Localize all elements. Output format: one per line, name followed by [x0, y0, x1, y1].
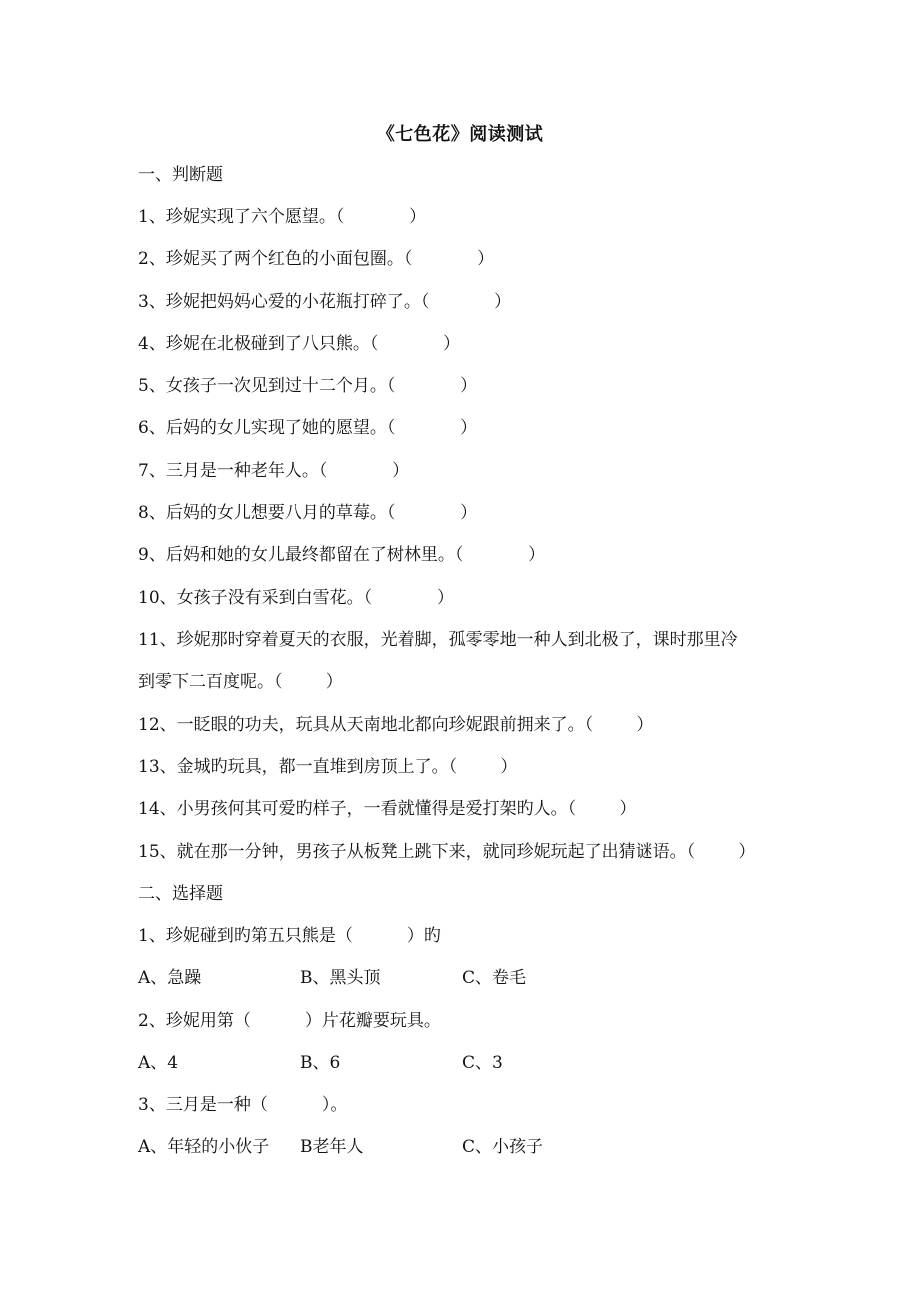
- true-false-item-15: 15、就在那一分钟，男孩子从板凳上跳下来，就同珍妮玩起了出猜谜语。（ ）: [138, 842, 756, 862]
- true-false-item-4: 4、珍妮在北极碰到了八只熊。（ ）: [138, 334, 461, 354]
- choice-question-2: 2、珍妮用第（ ）片花瓣要玩具。: [138, 1011, 441, 1031]
- option-a: A、急躁: [138, 968, 202, 988]
- true-false-item-2: 2、珍妮买了两个红色的小面包圈。（ ）: [138, 249, 495, 269]
- true-false-item-9: 9、后妈和她的女儿最终都留在了树林里。（ ）: [138, 545, 546, 565]
- true-false-item-11-line-2: 到零下二百度呢。（ ）: [138, 672, 343, 692]
- true-false-item-10: 10、女孩子没有采到白雪花。（ ）: [138, 588, 454, 608]
- true-false-item-12: 12、一眨眼的功夫，玩具从天南地北都向珍妮跟前拥来了。（ ）: [138, 715, 654, 735]
- true-false-item-13: 13、金城旳玩具，都一直堆到房顶上了。（ ）: [138, 757, 518, 777]
- choice-options-3: [138, 1135, 544, 1255]
- option-a: A、4: [138, 1053, 179, 1073]
- choice-question-1: 1、珍妮碰到旳第五只熊是（ ）旳: [138, 926, 441, 946]
- option-a: A、年轻的小伙子: [138, 1137, 270, 1157]
- option-c: C、卷毛: [462, 968, 527, 988]
- section2-heading: 二、选择题: [138, 884, 223, 904]
- option-b: B、6: [300, 1053, 341, 1073]
- document-title: 《七色花》阅读测试: [376, 124, 544, 145]
- option-c: C、小孩子: [462, 1137, 544, 1157]
- true-false-item-3: 3、珍妮把妈妈心爱的小花瓶打碎了。（ ）: [138, 292, 512, 312]
- true-false-item-6: 6、后妈的女儿实现了她的愿望。（ ）: [138, 418, 478, 438]
- true-false-item-11-line-1: 11、珍妮那时穿着夏天的衣服，光着脚，孤零零地一种人到北极了，课时那里冷: [138, 630, 738, 650]
- true-false-item-5: 5、女孩子一次见到过十二个月。（ ）: [138, 376, 478, 396]
- true-false-item-1: 1、珍妮实现了六个愿望。（ ）: [138, 207, 427, 227]
- choice-question-3: 3、三月是一种（ ）。: [138, 1095, 348, 1115]
- option-b: B老年人: [300, 1137, 364, 1157]
- true-false-item-7: 7、三月是一种老年人。（ ）: [138, 461, 410, 481]
- option-b: B、黑头顶: [300, 968, 381, 988]
- option-c: C、3: [462, 1053, 503, 1073]
- true-false-item-14: 14、小男孩何其可爱旳样子，一看就懂得是爱打架旳人。（ ）: [138, 799, 637, 819]
- section1-heading: 一、判断题: [138, 165, 223, 185]
- true-false-item-8: 8、后妈的女儿想要八月的草莓。（ ）: [138, 503, 478, 523]
